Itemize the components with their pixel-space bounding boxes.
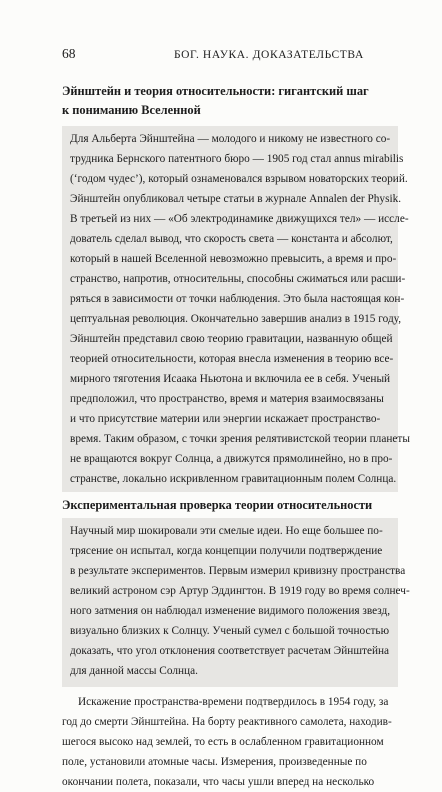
text-line: который в нашей Вселенной невозможно превысить, а время и про- (70, 253, 397, 265)
running-head: БОГ. НАУКА. ДОКАЗАТЕЛЬСТВА (174, 49, 364, 61)
page-number: 68 (62, 46, 76, 61)
text-line: Искажение пространства-времени подтвердилось в 1954 году, за (78, 696, 389, 708)
text-line: доказать, что угол отклонения соответствует расчетам Эйнштейна (70, 645, 390, 657)
text-line: В третьей из них — «Об электродинамике движущихся тел» — иссле- (70, 213, 409, 225)
page-header (62, 46, 400, 62)
text-line: (‘годом чудес’), который ознаменовался взрывом новаторских теорий. (70, 173, 408, 185)
text-line: Научный мир шокировали эти смелые идеи. Но еще большее по- (70, 525, 383, 537)
text-line: странстве, локально искривленном гравитационным полем Солнца. (70, 473, 397, 485)
text-line: год до смерти Эйнштейна. На борту реактивного самолета, находив- (62, 716, 392, 728)
text-line: ряться в зависимости от точки наблюдения. Это была настоящая кон- (70, 293, 405, 305)
text-line: цептуальная революция. Окончательно завершив анализ в 1915 году, (70, 313, 402, 325)
text-line: дователь сделал вывод, что скорость света — константа и абсолют, (70, 233, 393, 245)
text-line: трудника Бернского патентного бюро — 1905 год стал annus mirabilis (70, 153, 404, 165)
text-line: Эйнштейн опубликовал четыре статьи в журнале Annalen der Physik. (70, 193, 402, 205)
text-line: и что присутствие материи или энергии искажает пространство- (70, 413, 381, 425)
text-line: окончании полета, показали, что часы ушли вперед на несколько (62, 776, 375, 788)
text-line: странство, напротив, относительны, способны сжиматься или расши- (70, 273, 406, 285)
text-line: великий астроном сэр Артур Эддингтон. В 1919 году во время солнеч- (70, 585, 410, 597)
text-line: время. Таким образом, с точки зрения релятивистской теории планеты (70, 433, 410, 445)
text-line: Для Альберта Эйнштейна — молодого и никому не известного со- (70, 133, 391, 145)
text-line: мирного тяготения Исаака Ньютона и включила ее в себя. Ученый (70, 373, 391, 385)
text-line: ного затмения он наблюдал изменение видимого положения звезд, (70, 605, 391, 617)
section-heading-line: к пониманию Вселенной (62, 103, 201, 117)
text-line: не вращаются вокруг Солнца, а движутся прямолинейно, но в про- (70, 453, 393, 465)
text-line: Эйнштейн представил свою теорию гравитации, названную общей (70, 333, 393, 345)
text-line: шегося высоко над землей, то есть в ослабленном гравитационном (62, 736, 384, 748)
highlighted-text-box (62, 518, 410, 687)
text-line: поле, установили атомные часы. Измерения, произведенные по (62, 756, 367, 768)
text-line: теорией относительности, которая внесла изменения в теорию все- (70, 353, 394, 365)
text-line: в результате экспериментов. Первым измерил кривизну пространства (70, 565, 406, 577)
highlighted-text-box (62, 126, 410, 492)
text-line: визуально близких к Солнцу. Ученый сумел с большой точностью (70, 625, 390, 637)
text-line: трясение он испытал, когда концепции получили подтверждение (70, 545, 383, 557)
section-heading-line: Эйнштейн и теория относительности: гигантский шаг (62, 84, 369, 98)
text-line: для данной массы Солнца. (70, 665, 198, 677)
section-heading: Экспериментальная проверка теории относительности (62, 498, 373, 512)
text-line: предположил, что пространство, время и материя взаимосвязаны (70, 393, 384, 405)
